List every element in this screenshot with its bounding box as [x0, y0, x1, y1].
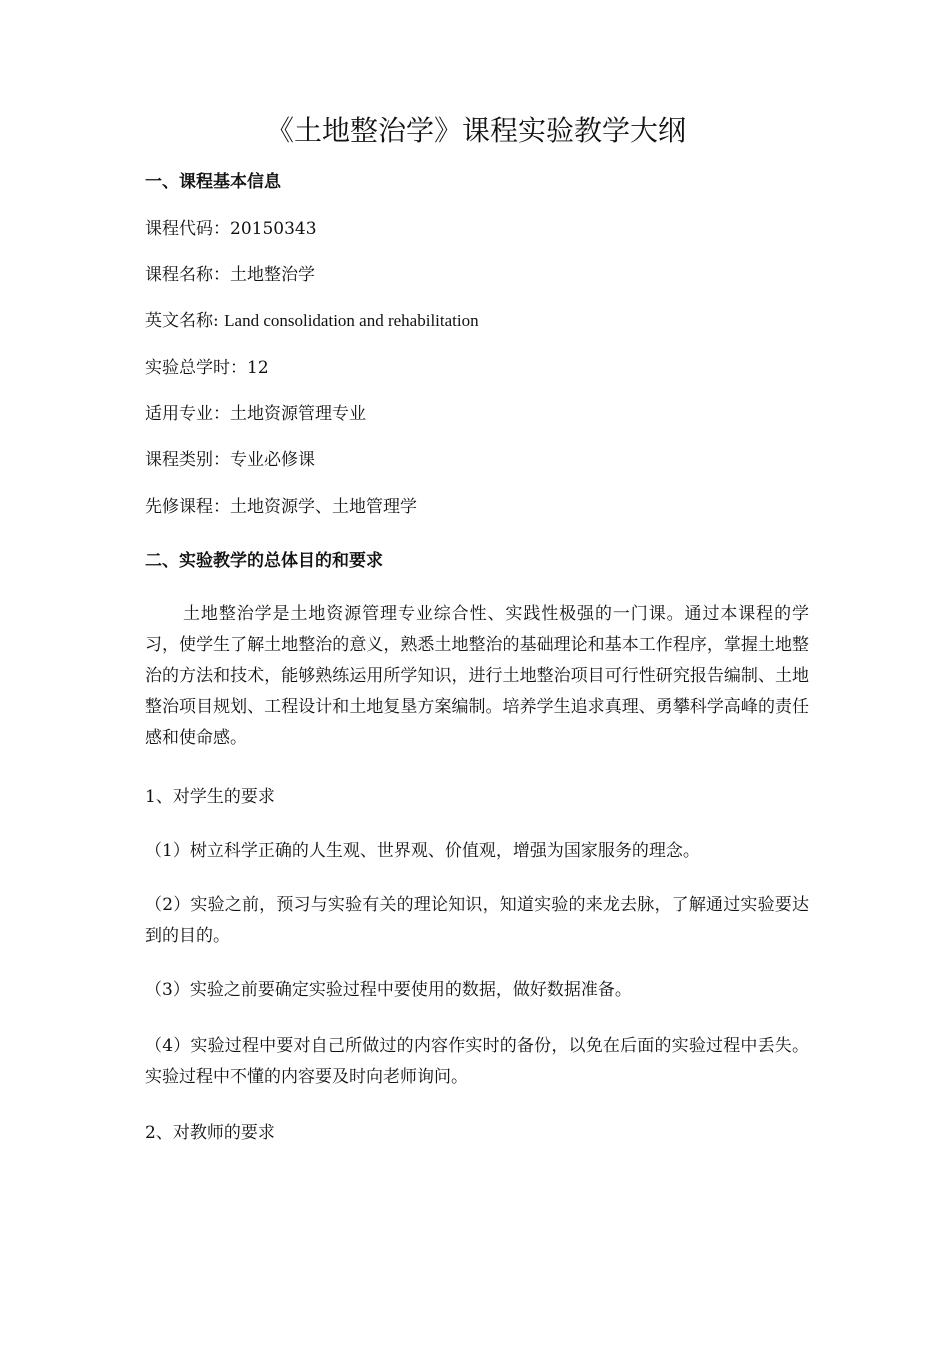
field-value: 土地资源学、土地管理学: [230, 497, 417, 517]
field-prerequisites: [145, 495, 417, 519]
section-heading-basic-info: 一、课程基本信息: [145, 172, 281, 192]
field-label: 实验总学时：: [145, 358, 247, 378]
field-english-name: [145, 309, 479, 333]
section-heading-objectives: 二、实验教学的总体目的和要求: [145, 551, 383, 571]
field-label: 课程名称：: [145, 265, 230, 285]
objectives-paragraph: 土地整治学是土地资源管理专业综合性、实践性极强的一门课。通过本课程的学习，使学生了解土地整治的意义，熟悉土地整治的基础理论和基本工作程序，掌握土地整治的方法和技术，能够熟练运用所学知识，进行土地整治项目可行性研究报告编制、土地整治项目规划、工程设计和土地复垦方案编制。培养学生追求真理、勇攀科学高峰的责任感和使命感。: [145, 604, 809, 748]
field-label: 适用专业：: [145, 404, 230, 424]
field-value: 20150343: [230, 219, 317, 239]
requirement-item-3: （3）实验之前要确定实验过程中要使用的数据，做好数据准备。: [145, 980, 632, 1000]
requirement-item-2: （2）实验之前，预习与实验有关的理论知识，知道实验的来龙去脉，了解通过实验要达到的目的。: [145, 895, 809, 946]
document-title: 《土地整治学》课程实验教学大纲: [265, 114, 686, 147]
field-value: 土地资源管理专业: [230, 404, 366, 424]
field-total-hours: [145, 356, 269, 380]
field-value: 土地整治学: [230, 265, 315, 285]
field-label: 英文名称:: [145, 311, 225, 331]
requirement-item-4: （4）实验过程中要对自己所做过的内容作实时的备份，以免在后面的实验过程中丢失。实验过程中不懂的内容要及时向老师询问。: [145, 1036, 809, 1087]
requirement-item-1: （1）树立科学正确的人生观、世界观、价值观，增强为国家服务的理念。: [145, 841, 700, 861]
field-value: 专业必修课: [230, 450, 315, 470]
subheading-student-requirements: 1、对学生的要求: [145, 787, 275, 807]
field-course-name: [145, 263, 315, 287]
field-course-category: [145, 448, 315, 472]
field-major: [145, 402, 366, 426]
field-label: 课程代码：: [145, 219, 230, 239]
field-value: Land consolidation and rehabilitation: [224, 311, 479, 330]
field-label: 课程类别：: [145, 450, 230, 470]
field-course-code: [145, 217, 317, 241]
field-label: 先修课程：: [145, 497, 230, 517]
subheading-teacher-requirements: 2、对教师的要求: [145, 1123, 275, 1143]
field-value: 12: [247, 358, 269, 378]
